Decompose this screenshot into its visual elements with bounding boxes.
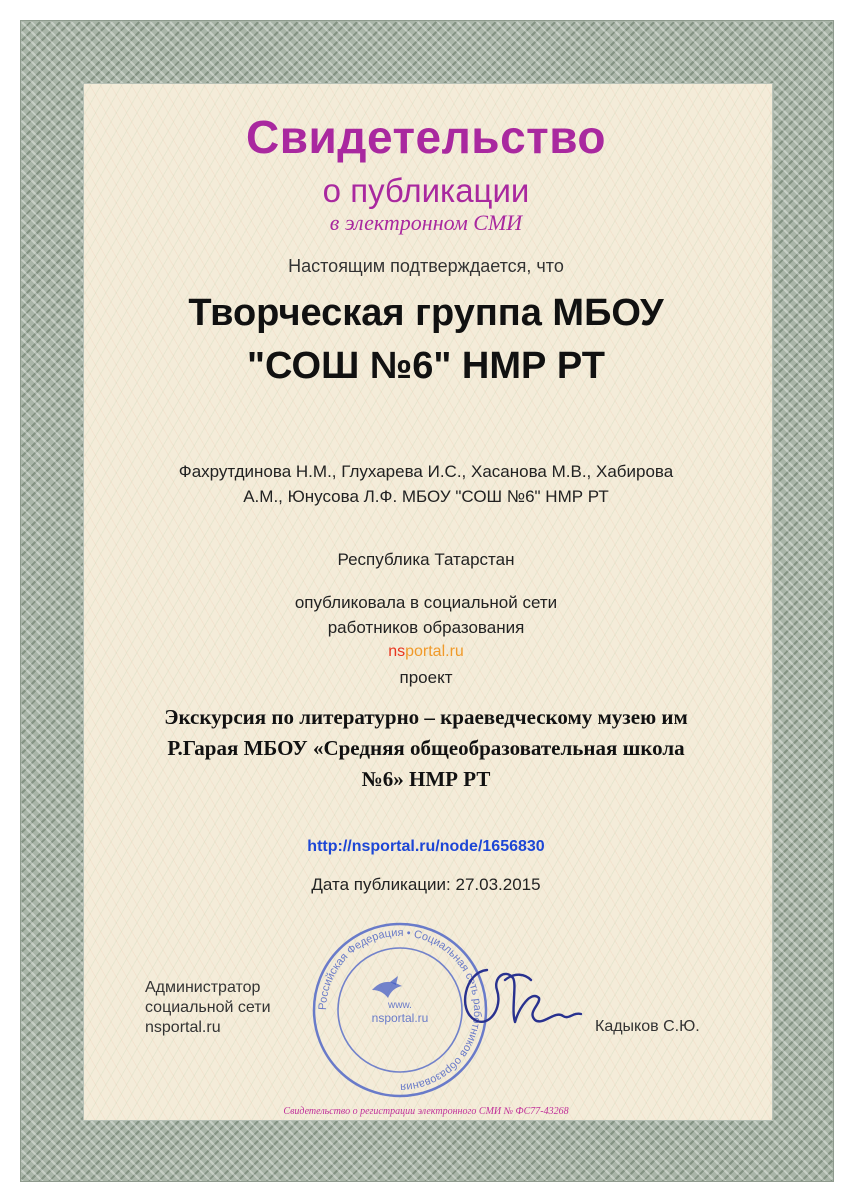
- stamp-center-text: nsportal.ru: [371, 1011, 429, 1025]
- admin-line-3: nsportal.ru: [145, 1019, 221, 1036]
- stamp-www: www.: [388, 1000, 412, 1011]
- certificate-medium: в электронном СМИ: [329, 210, 523, 235]
- certificate-title: Свидетельство: [246, 111, 606, 163]
- signer-name: Кадыков С.Ю.: [595, 1018, 700, 1035]
- publication-link[interactable]: http://nsportal.ru/node/1656830: [307, 838, 545, 855]
- site-name-ns: ns: [388, 643, 406, 660]
- site-name: [0, 643, 852, 661]
- bird-icon: [372, 982, 402, 998]
- work-title: Экскурсия по литературно – краеведческому музею им Р.Гарая МБОУ «Средняя общеобразовательная школа №6» НМР РТ: [164, 705, 688, 791]
- registration-note: Свидетельство о регистрации электронного СМИ № ФС77-43268: [283, 1106, 569, 1117]
- site-name-rest: portal.ru: [405, 643, 464, 660]
- recipient-name: Творческая группа МБОУ "СОШ №6" НМР РТ: [188, 292, 664, 387]
- confirm-text: Настоящим подтверждается, что: [288, 256, 564, 276]
- certificate-subtitle: о публикации: [322, 172, 530, 209]
- admin-block: [145, 978, 271, 1038]
- published-text: опубликовала в социальной сети работников образования: [294, 593, 558, 637]
- project-label: проект: [399, 668, 453, 687]
- region-text: Республика Татарстан: [337, 550, 515, 569]
- admin-line-1: Администратор: [145, 979, 261, 996]
- stamp-ring-text: Российская Федерация • Социальная сеть работников образования: [316, 926, 484, 1094]
- publication-date: Дата публикации: 27.03.2015: [311, 875, 541, 894]
- signature-image: [445, 950, 605, 1040]
- authors-list: Фахрутдинова Н.М., Глухарева И.С., Хасанова М.В., Хабирова А.М., Юнусова Л.Ф. МБОУ "СОШ №6" НМР РТ: [178, 462, 674, 506]
- admin-line-2: социальной сети: [145, 999, 271, 1016]
